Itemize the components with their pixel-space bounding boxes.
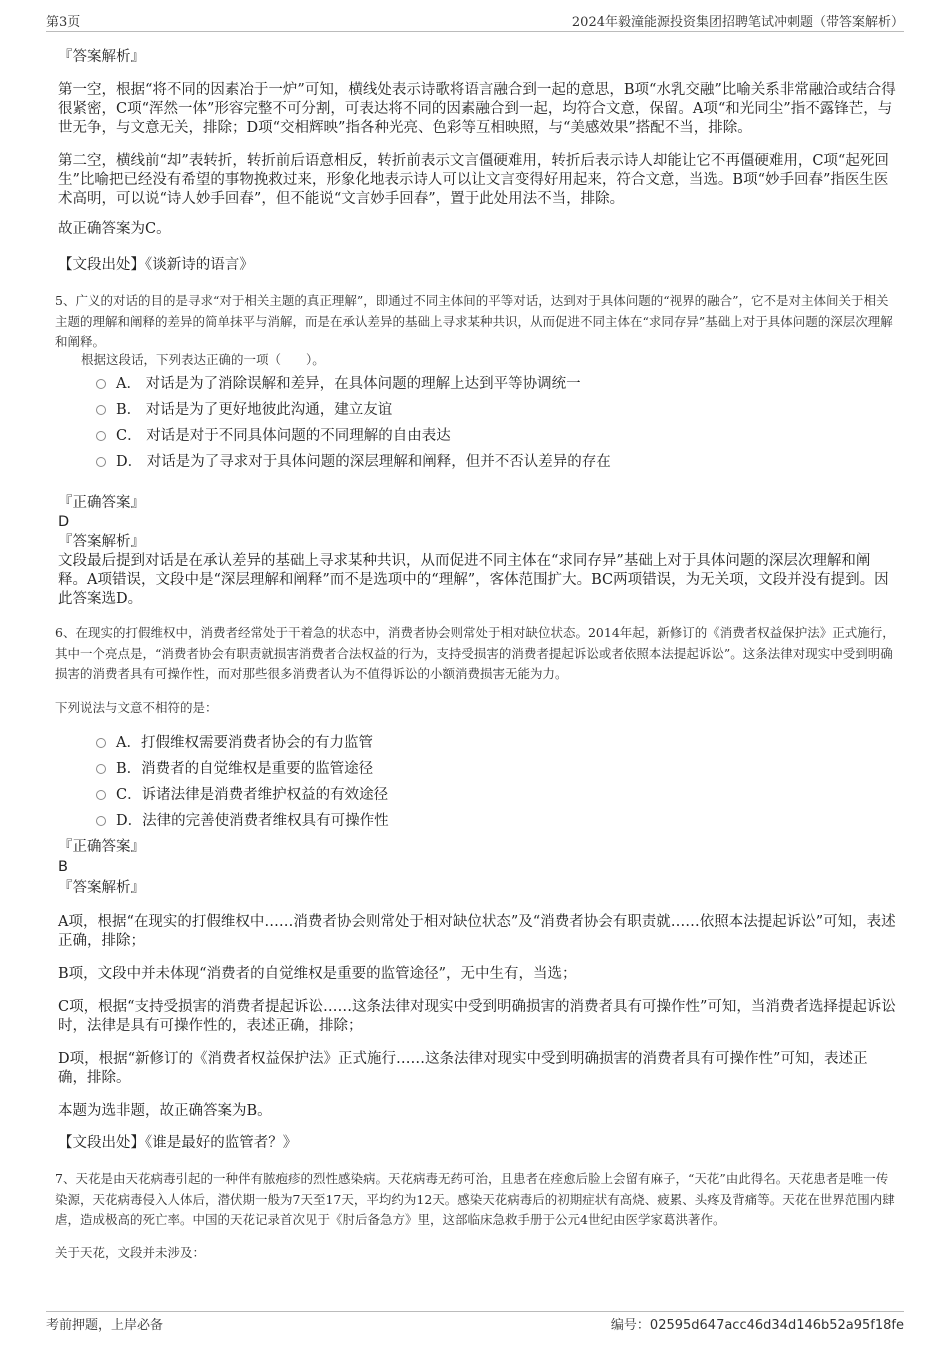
option-label: A． 对话是为了消除误解和差异，在具体问题的理解上达到平等协调统一 (116, 376, 581, 392)
radio-button[interactable] (96, 379, 106, 389)
radio-button[interactable] (96, 405, 106, 415)
answer-label: 『正确答案』 (58, 839, 145, 855)
option-d[interactable] (96, 452, 876, 472)
footer-slogan: 考前押题，上岸必备 (46, 1318, 164, 1333)
analysis-label: 『答案解析』 (58, 534, 145, 550)
analysis-label: 『答案解析』 (58, 49, 145, 65)
option-c[interactable] (96, 785, 876, 805)
option-d[interactable] (96, 811, 876, 831)
analysis-paragraph: 第一空，根据“将不同的因素冶于一炉”可知，横线处表示诗歌将语言融合到一起的意思，B项“水乳交融”比喻关系非常融洽或结合得很紧密，C项“浑然一体”形容完整不可分割，可表达将不同的因素融合到一起，均符合文意，保留。A项“和光同尘”指不露锋芒，与世无争，与文意无关，排除；D项“交相辉映”指各种光亮、色彩等互相映照，与“美感效果”搭配不当，排除。 (58, 82, 896, 136)
analysis-conclusion: 本题为选非题，故正确答案为B。 (58, 1103, 272, 1119)
option-a[interactable] (96, 374, 876, 394)
option-label: C． 对话是对于不同具体问题的不同理解的自由表达 (116, 428, 451, 444)
header-divider (46, 31, 904, 32)
analysis-paragraph: C项，根据“支持受损害的消费者提起诉讼……这条法律对现实中受到明确损害的消费者具有可操作性”可知，当消费者选择提起诉讼时，法律是具有可操作性的，表述正确，排除； (58, 999, 896, 1034)
page-number: 第3页 (46, 15, 81, 30)
radio-button[interactable] (96, 738, 106, 748)
correct-answer: B (58, 859, 68, 875)
option-label: D．法律的完善使消费者维权具有可操作性 (116, 813, 389, 829)
radio-button[interactable] (96, 431, 106, 441)
analysis-paragraph: 第二空，横线前“却”表转折，转折前后语意相反，转折前表示文言僵硬难用，转折后表示诗人却能让它不再僵硬难用，C项“起死回生”比喻把已经没有希望的事物挽救过来，形象化地表示诗人可以让文言变得好用起来，符合文意，当选。B项“妙手回春”指医生医术高明，可以说“诗人妙手回春”，但不能说“文言妙手回春”，置于此处用法不当，排除。 (58, 153, 889, 207)
option-b[interactable] (96, 759, 876, 779)
question-stem: 5、广义的对话的目的是寻求“对于相关主题的真正理解”，即通过不同主体间的平等对话，达到对于具体问题的“视界的融合”，它不是对主体间关于相关主题的理解和阐释的差异的简单抹平与消解，而是在承认差异的基础上寻求某种共识，从而促进不同主体在“求同存异”基础上对于具体问题的深层次理解和阐释。 (55, 293, 893, 349)
analysis-paragraph: 文段最后提到对话是在承认差异的基础上寻求某种共识，从而促进不同主体在“求同存异”基础上对于具体问题的深层次理解和阐释。A项错误，文段中是“深层理解和阐释”而不是选项中的“理解”，客体范围扩大。BC两项错误，为无关项，文段并没有提到。因此答案选D。 (58, 553, 889, 607)
option-label: B． 对话是为了更好地彼此沟通，建立友谊 (116, 402, 393, 418)
source-citation: 【文段出处】《谈新诗的语言》 (58, 257, 254, 273)
document-title: 2024年毅潼能源投资集团招聘笔试冲刺题（带答案解析） (571, 15, 904, 30)
source-citation: 【文段出处】《谁是最好的监管者？》 (58, 1135, 298, 1151)
option-label: D． 对话是为了寻求对于具体问题的深层理解和阐释，但并不否认差异的存在 (116, 454, 611, 470)
option-b[interactable] (96, 400, 876, 420)
radio-button[interactable] (96, 816, 106, 826)
option-label: A．打假维权需要消费者协会的有力监管 (116, 735, 373, 751)
question-prompt: 关于天花，文段并未涉及： (55, 1245, 206, 1260)
question-prompt: 下列说法与文意不相符的是： (55, 700, 218, 715)
option-c[interactable] (96, 426, 876, 446)
analysis-conclusion: 故正确答案为C。 (58, 221, 171, 237)
analysis-paragraph: D项，根据“新修订的《消费者权益保护法》正式施行……这条法律对现实中受到明确损害的消费者具有可操作性”可知，表述正确，排除。 (58, 1051, 868, 1086)
question-stem: 6、在现实的打假维权中，消费者经常处于干着急的状态中，消费者协会则常处于相对缺位状态。2014年起，新修订的《消费者权益保护法》正式施行，其中一个亮点是，“消费者协会有职责就损害消费者合法权益的行为，支持受损害的消费者提起诉讼或者依照本法提起诉讼”。这条法律对现实中受到明确损害的消费者具有可操作性，而对那些很多消费者认为不值得诉讼的小额消费损害无能为力。 (55, 625, 895, 681)
answer-label: 『正确答案』 (58, 495, 145, 511)
page-header (0, 0, 950, 30)
radio-button[interactable] (96, 790, 106, 800)
option-label: B．消费者的自觉维权是重要的监管途径 (116, 761, 374, 777)
analysis-paragraph: B项，文段中并未体现“消费者的自觉维权是重要的监管途径”，无中生有，当选； (58, 966, 577, 982)
option-label: C．诉诸法律是消费者维护权益的有效途径 (116, 787, 389, 803)
radio-button[interactable] (96, 764, 106, 774)
question-stem: 7、天花是由天花病毒引起的一种伴有脓疱疹的烈性感染病。天花病毒无药可治，且患者在痊愈后脸上会留有麻子，“天花”由此得名。天花患者是唯一传染源，天花病毒侵入人体后，潜伏期一般为7天至17天，平均约为12天。感染天花病毒后的初期症状有高烧、疲累、头疼及背痛等。天花在世界范围内肆虐，造成极高的死亡率。中国的天花记录首次见于《肘后备急方》里，这部临床急救手册于公元4世纪由医学家葛洪著作。 (55, 1171, 895, 1227)
analysis-paragraph: A项，根据“在现实的打假维权中……消费者协会则常处于相对缺位状态”及“消费者协会有职责就……依照本法提起诉讼”可知，表述正确，排除； (58, 914, 896, 949)
question-prompt: 根据这段话，下列表达正确的一项（ ）。 (81, 352, 325, 367)
document-id: 编号：02595d647acc46d34d146b52a95f18fe (610, 1318, 904, 1333)
analysis-label: 『答案解析』 (58, 880, 145, 896)
footer-divider (46, 1311, 904, 1312)
radio-button[interactable] (96, 457, 106, 467)
option-a[interactable] (96, 733, 876, 753)
correct-answer: D (58, 514, 70, 530)
